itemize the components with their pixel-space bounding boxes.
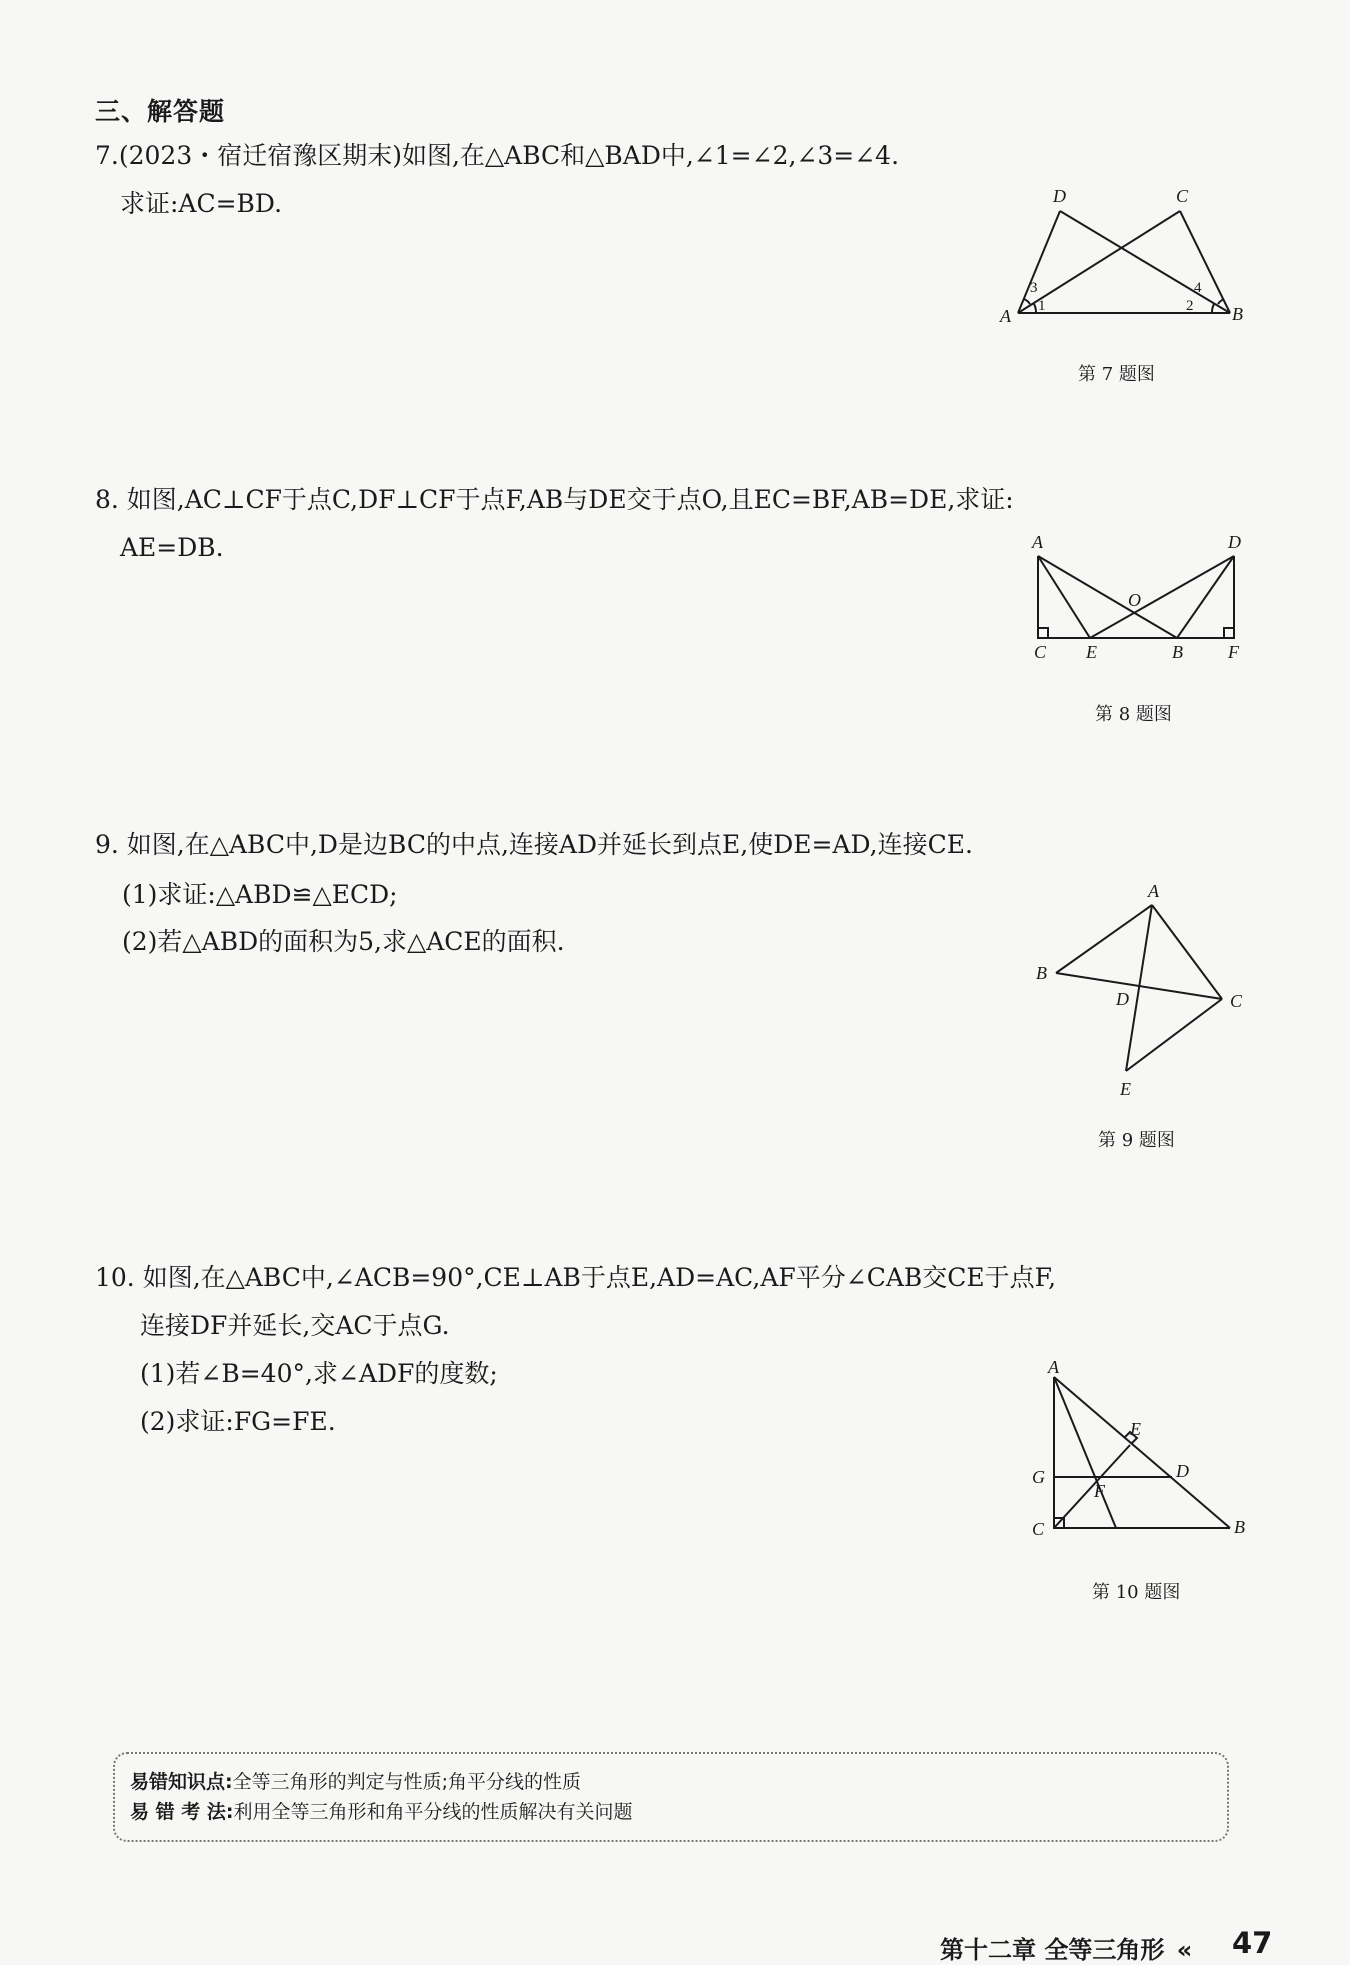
q8-label-e: E <box>1086 642 1097 662</box>
q9-label-c: C <box>1230 991 1243 1011</box>
q8-line1: 8. 如图,AC⊥CF于点C,DF⊥CF于点F,AB与DE交于点O,且EC=BF,AB=DE,求证: <box>95 485 1014 514</box>
chevron-left-icon: « <box>1176 1936 1193 1964</box>
q10-label-b: B <box>1234 1517 1245 1537</box>
q8-label-f: F <box>1228 642 1239 662</box>
q10-label-d: D <box>1176 1461 1189 1481</box>
q7-angle-3: 3 <box>1030 280 1038 296</box>
q8-label-d: D <box>1228 532 1241 552</box>
q9-label-d: D <box>1116 989 1129 1009</box>
q8-label-a: A <box>1032 532 1043 552</box>
q10-line1: 10. 如图,在△ABC中,∠ACB=90°,CE⊥AB于点E,AD=AC,AF平分∠CAB交CE于点F, <box>95 1263 1057 1292</box>
q7-angle-2: 2 <box>1186 298 1194 314</box>
q7-label-c: C <box>1176 186 1189 206</box>
q10-line2: 连接DF并延长,交AC于点G. <box>140 1311 450 1340</box>
section-title: 三、解答题 <box>95 97 226 126</box>
q8-label-b: B <box>1172 642 1183 662</box>
q10-caption: 第 10 题图 <box>1092 1582 1181 1603</box>
q7-caption: 第 7 题图 <box>1078 364 1155 385</box>
q10-label-g: G <box>1032 1467 1045 1487</box>
q10-label-c: C <box>1032 1519 1045 1539</box>
q10-label-a: A <box>1048 1357 1059 1377</box>
q7-angle-4: 4 <box>1194 280 1202 296</box>
q9-figure <box>1020 875 1250 1105</box>
q7-label-d: D <box>1053 186 1066 206</box>
q10-label-f: F <box>1094 1481 1105 1501</box>
q8-line2: AE=DB. <box>120 533 224 562</box>
q9-label-e: E <box>1120 1079 1131 1099</box>
q9-label-a: A <box>1148 881 1159 901</box>
q7-line1: 7.(2023・宿迁宿豫区期末)如图,在△ABC和△BAD中,∠1=∠2,∠3=∠4. <box>95 141 900 170</box>
tip-line-method <box>130 1797 632 1824</box>
q7-line2: 求证:AC=BD. <box>120 189 283 218</box>
q9-label-b: B <box>1036 963 1047 983</box>
tip-text-knowledge: 全等三角形的判定与性质;角平分线的性质 <box>232 1771 582 1793</box>
q10-line4: (2)求证:FG=FE. <box>140 1407 336 1436</box>
q8-figure <box>1020 528 1250 673</box>
q7-label-b: B <box>1232 304 1243 324</box>
q9-line1: 9. 如图,在△ABC中,D是边BC的中点,连接AD并延长到点E,使DE=AD,连接CE. <box>95 830 973 859</box>
q8-label-c: C <box>1034 642 1047 662</box>
q10-line3: (1)若∠B=40°,求∠ADF的度数; <box>140 1359 498 1388</box>
tip-label-method: 易 错 考 法: <box>130 1801 234 1823</box>
q8-caption: 第 8 题图 <box>1095 704 1172 725</box>
q9-line3: (2)若△ABD的面积为5,求△ACE的面积. <box>122 927 565 956</box>
q7-label-a: A <box>1000 306 1011 326</box>
q10-label-e: E <box>1130 1419 1141 1439</box>
chapter-title: 第十二章 全等三角形 <box>940 1936 1165 1964</box>
q10-figure <box>1020 1355 1250 1545</box>
tip-line-knowledge <box>130 1767 581 1794</box>
q7-angle-1: 1 <box>1038 298 1046 314</box>
page-number: 47 <box>1232 1926 1273 1960</box>
tip-label-knowledge: 易错知识点: <box>130 1771 233 1793</box>
q8-label-o: O <box>1128 590 1141 610</box>
q9-line2: (1)求证:△ABD≌△ECD; <box>122 880 398 909</box>
q9-caption: 第 9 题图 <box>1098 1130 1175 1151</box>
tip-text-method: 利用全等三角形和角平分线的性质解决有关问题 <box>233 1801 633 1823</box>
q7-figure <box>990 185 1250 330</box>
